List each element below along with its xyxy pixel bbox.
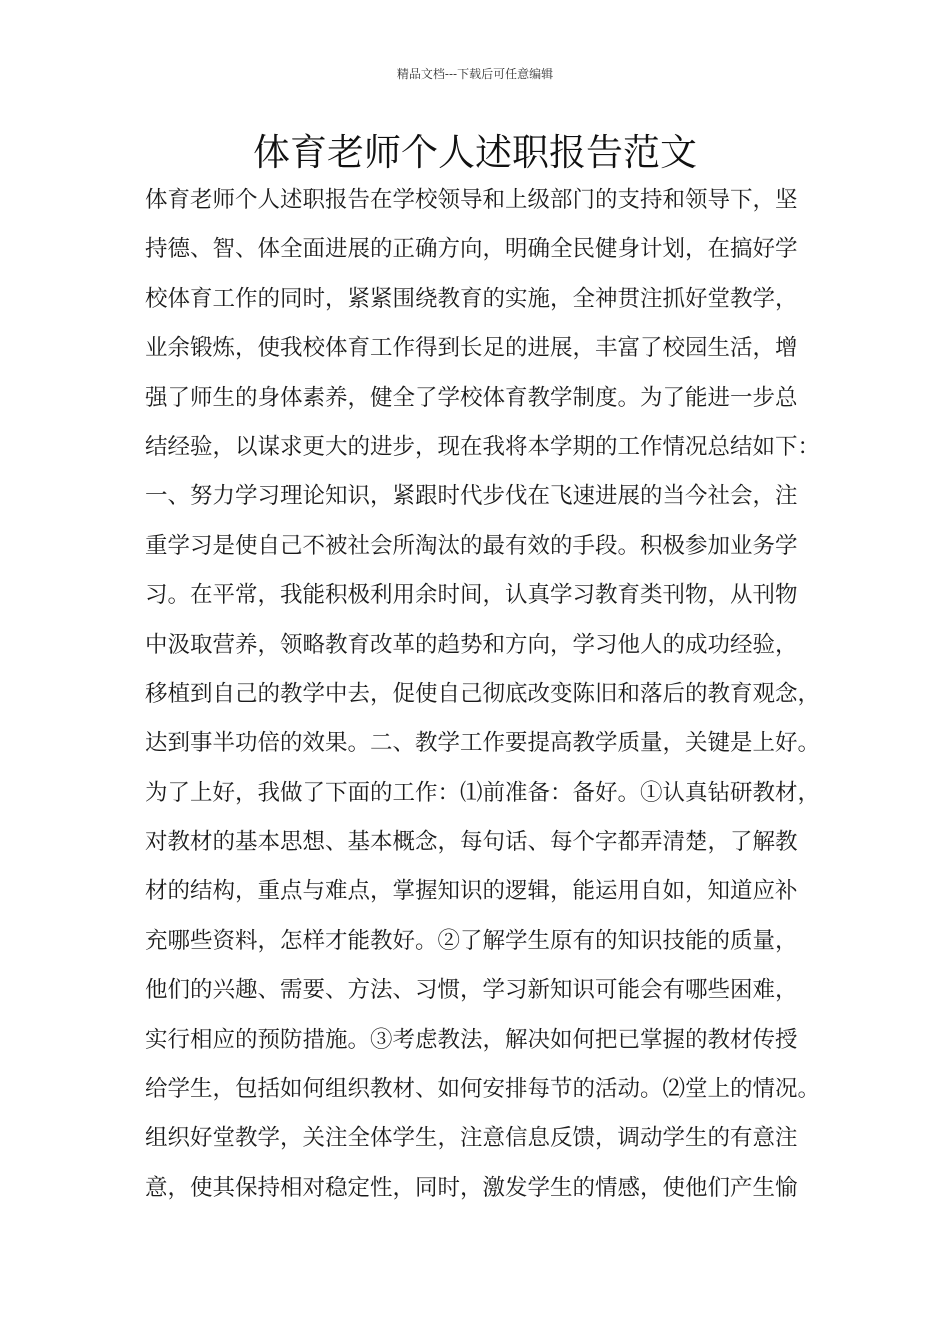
body-line: 对教材的基本思想、基本概念，每句话、每个字都弄清楚，了解教 bbox=[145, 829, 798, 856]
body-line: 组织好堂教学，关注全体学生，注意信息反馈，调动学生的有意注 bbox=[145, 1125, 798, 1152]
body-line: 为了上好，我做了下面的工作：⑴前准备：备好。①认真钻研教材， bbox=[145, 779, 821, 806]
body-line: 习。在平常，我能积极利用余时间，认真学习教育类刊物，从刊物 bbox=[145, 582, 798, 609]
body-line: 移植到自己的教学中去，促使自己彻底改变陈旧和落后的教育观念， bbox=[145, 680, 821, 707]
body-line: 充哪些资料，怎样才能教好。②了解学生原有的知识技能的质量， bbox=[145, 927, 798, 954]
document-body bbox=[145, 180, 845, 1217]
body-line: 业余锻炼，使我校体育工作得到长足的进展，丰富了校园生活，增 bbox=[145, 335, 798, 362]
body-line: 持德、智、体全面进展的正确方向，明确全民健身计划，在搞好学 bbox=[145, 236, 798, 263]
body-line: 结经验，以谋求更大的进步，现在我将本学期的工作情况总结如下： bbox=[145, 433, 821, 460]
body-line: 体育老师个人述职报告在学校领导和上级部门的支持和领导下，坚 bbox=[145, 187, 798, 213]
body-line: 强了师生的身体素养，健全了学校体育教学制度。为了能进一步总 bbox=[145, 384, 798, 411]
body-line: 重学习是使自己不被社会所淘汰的最有效的手段。积极参加业务学 bbox=[145, 532, 798, 559]
body-line: 意，使其保持相对稳定性，同时，激发学生的情感，使他们产生愉 bbox=[145, 1174, 798, 1201]
body-line: 给学生，包括如何组织教材、如何安排每节的活动。⑵堂上的情况。 bbox=[145, 1076, 821, 1103]
body-line: 材的结构，重点与难点，掌握知识的逻辑，能运用自如，知道应补 bbox=[145, 878, 798, 905]
body-line: 中汲取营养，领略教育改革的趋势和方向，学习他人的成功经验， bbox=[145, 631, 798, 658]
document-title: 体育老师个人述职报告范文 bbox=[253, 131, 697, 174]
body-line: 达到事半功倍的效果。二、教学工作要提高教学质量，关键是上好。 bbox=[145, 730, 821, 757]
body-line: 他们的兴趣、需要、方法、习惯，学习新知识可能会有哪些困难， bbox=[145, 977, 798, 1004]
body-line: 实行相应的预防措施。③考虑教法，解决如何把已掌握的教材传授 bbox=[145, 1026, 798, 1053]
body-line: 一、努力学习理论知识，紧跟时代步伐在飞速进展的当今社会，注 bbox=[145, 483, 798, 510]
header-note: 精品文档---下载后可任意编辑 bbox=[396, 67, 554, 81]
body-line: 校体育工作的同时，紧紧围绕教育的实施，全神贯注抓好堂教学， bbox=[145, 285, 798, 312]
